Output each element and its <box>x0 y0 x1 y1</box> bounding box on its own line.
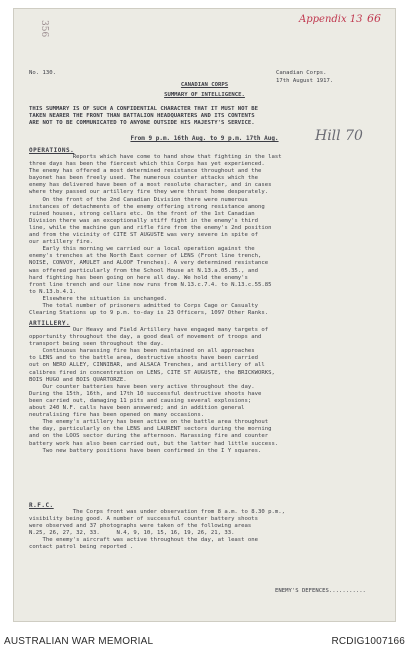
artillery-section <box>29 320 278 455</box>
text-line: BOIS HUGO and BOIS QUARTORZE. <box>29 376 127 383</box>
text-line: to N.13.b.4.1. <box>29 288 77 295</box>
confidentiality-warning <box>29 106 258 127</box>
text-line: The Corps front was under observation from 8 a.m. to 8.30 p.m., <box>29 509 285 515</box>
text-line: The enemy's aircraft was active throughout the day, at least one <box>29 537 259 544</box>
warning-line: THIS SUMMARY IS OF SUCH A CONFIDENTIAL CHARACTER THAT IT MUST NOT BE <box>29 106 259 112</box>
text-line: our artillery fire. <box>29 239 93 246</box>
text-line: battery work has also been carried out, but the latter had little success. <box>29 440 279 447</box>
text-line: three days has been the fiercest which this Corps has yet experienced. <box>29 161 265 168</box>
continuation-note: ENEMY'S DEFENCES........... <box>275 588 366 594</box>
text-line: calibres fired in concentration on LENS, CITE ST AUGUSTE, the BRICKWORKS, <box>29 369 275 376</box>
document-title: CANADIAN CORPS <box>180 82 229 88</box>
text-line: bayonet has been freely used. The numerous counter attacks which the <box>29 175 259 182</box>
text-line: The enemy has offered a most determined resistance throughout and the <box>29 168 262 175</box>
text-line: Elsewhere the situation is unchanged. <box>29 295 168 302</box>
stamp-number: 356 <box>39 20 49 38</box>
text-line: Division there was an exceptionally stiff fight in the enemy's third <box>29 217 259 224</box>
text-line: the day, particularly on the LENS and LAURENT sectors during the morning <box>29 426 272 433</box>
text-line: and from the vicinity of CITE ST AUGUSTE was very severe in spite of <box>29 232 259 239</box>
footer-reference: RCDIG1007166 <box>331 636 405 647</box>
text-line: contact patrol being reported . <box>29 544 134 551</box>
warning-line: TAKEN NEARER THE FRONT THAN BATTALION HEADQUARTERS AND ITS CONTENTS <box>29 113 255 120</box>
text-line: transport being seen throughout the day. <box>29 341 164 348</box>
text-line: was offered particularly from the School House at N.13.a.05.35., and <box>29 267 259 274</box>
text-line: N.25, 26, 27, 32, 33. N.4, 9, 10, 15, 16, 19, 26, 21, 33. <box>29 530 235 537</box>
rfc-heading: R.F.C. <box>29 502 54 509</box>
report-period: From 9 p.m. 16th Aug. to 9 p.m. 17th Aug. <box>130 135 279 142</box>
text-line: line, while the machine gun and rifle fire from the enemy's 2nd position <box>29 224 272 231</box>
text-line: The enemy's artillery has been active on the battle area throughout <box>29 419 269 426</box>
handwritten-annotation: Hill 70 <box>315 128 363 144</box>
text-line: During the 15th, 16th, and 17th 10 successful destructive shoots have <box>29 390 262 397</box>
text-line: Our counter batteries have been very active throughout the day. <box>29 383 255 390</box>
text-line: Continuous harassing fire has been maintained on all approaches <box>29 348 255 355</box>
text-line: front line trench and our line now runs from N.13.c.7.4. to N.13.c.55.85 <box>29 281 272 288</box>
artillery-heading: ARTILLERY. <box>29 320 71 327</box>
document-page <box>13 8 396 622</box>
text-line: Early this morning we carried our a local operation against the <box>29 246 255 253</box>
text-line: instances of detachments of the enemy offering strong resistance among <box>29 203 265 210</box>
operations-section <box>29 147 282 317</box>
text-line: visibility being good. A number of successful counter battery shoots <box>29 516 259 523</box>
text-line: The total number of prisoners admitted to Corps Cage or Casualty <box>29 302 259 309</box>
text-line: neutralising fire has been opened on many occasions. <box>29 412 205 419</box>
text-line: Clearing Stations up to 9 p.m. to-day is 23 Officers, 1097 Other Ranks. <box>29 310 269 317</box>
document-place: Canadian Corps. <box>276 70 327 76</box>
document-date: 17th August 1917. <box>276 78 334 84</box>
rfc-body <box>29 509 285 552</box>
text-line: where they passed our artillery fire they were thrust home desperately. <box>29 189 269 196</box>
operations-body <box>29 154 282 317</box>
text-line: Reports which have come to hand show that fighting in the last <box>29 154 282 160</box>
text-line: opportunity throughout the day, a good deal of movement of troops and <box>29 334 262 341</box>
text-line: hard fighting has been going on here all day. We hold the enemy's <box>29 274 248 281</box>
text-line: On the front of the 2nd Canadian Division there were numerous <box>29 196 248 203</box>
footer-source: AUSTRALIAN WAR MEMORIAL <box>4 636 154 647</box>
text-line: NOISE, CONVOY, AMULET and ALOOF Trenches). A very determined resistance <box>29 260 269 267</box>
warning-line: ARE NOT TO BE COMMUNICATED TO ANYONE OUTSIDE HIS MAJESTY'S SERVICE. <box>29 120 255 127</box>
document-subtitle: SUMMARY OF INTELLIGENCE. <box>164 92 245 98</box>
text-line: were observed and 37 photographs were taken of the following areas <box>29 523 252 530</box>
text-line: out on NERO ALLEY, CINNIBAR, and ALSACA Trenches, and artillery of all <box>29 362 265 369</box>
artillery-body <box>29 327 278 455</box>
text-line: Our Heavy and Field Artillery have engaged many targets of <box>29 327 269 333</box>
operations-heading: OPERATIONS. <box>29 147 75 154</box>
text-line: and on the LOOS sector during the afternoon. Harassing fire and counter <box>29 433 269 440</box>
text-line: ruined houses, strong cellars etc. On the front of the 1st Canadian <box>29 210 255 217</box>
text-line: about 240 N.F. calls have been answered; and in addition general <box>29 405 245 412</box>
text-line: to LENS and to the battle area, destructive shoots have been carried <box>29 355 259 362</box>
text-line: enemy's trenches at the North East corner of LENS (Front line trench, <box>29 253 262 260</box>
rfc-section <box>29 502 285 552</box>
text-line: enemy has delivered have been of a most resolute character, and in cases <box>29 182 272 189</box>
footer <box>0 628 409 654</box>
text-line: been carried out, damaging 11 pits and causing several explosions; <box>29 397 252 404</box>
text-line: Two new battery positions have been confirmed in the I Y squares. <box>29 447 262 454</box>
appendix-label: Appendix 13 <box>299 14 363 25</box>
document-number: No. 130. <box>29 70 56 76</box>
folio-number: 66 <box>367 12 381 25</box>
